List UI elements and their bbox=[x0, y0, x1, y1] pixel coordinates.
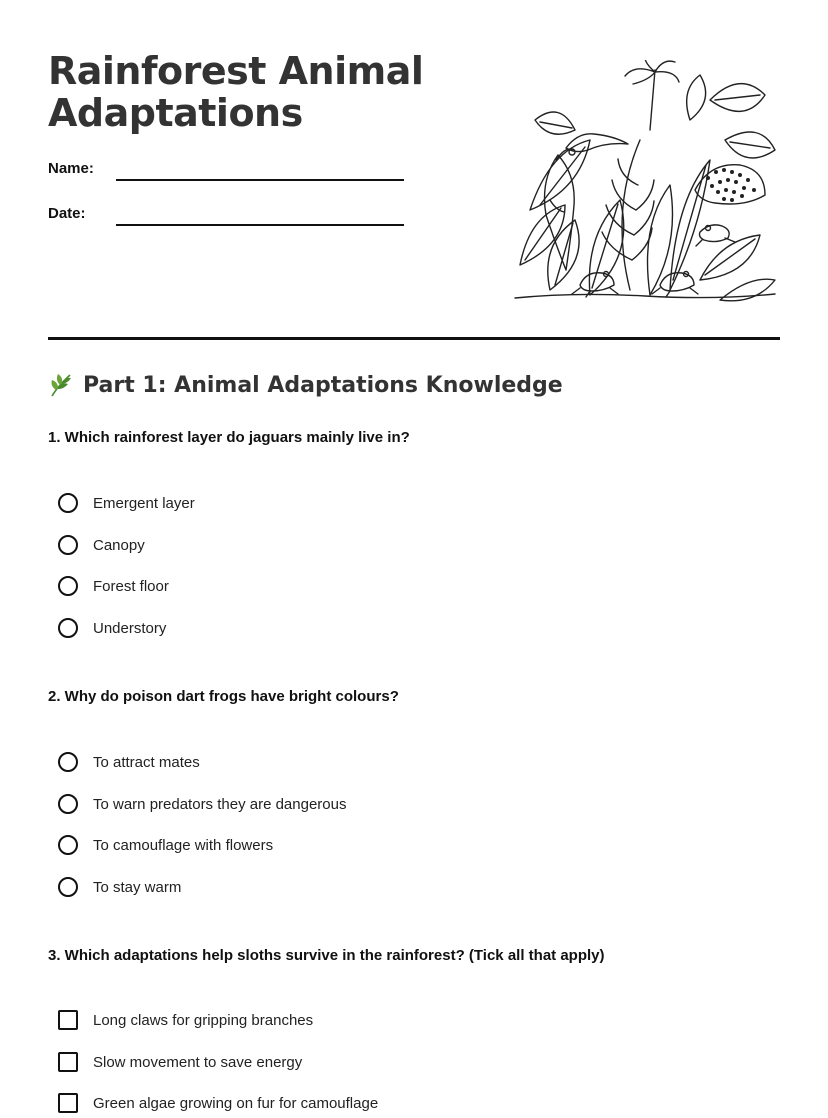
option-label: Understory bbox=[93, 619, 167, 637]
radio-button[interactable] bbox=[58, 535, 78, 555]
q1-option-1[interactable] bbox=[58, 491, 195, 515]
date-field bbox=[48, 205, 86, 222]
date-input-line[interactable] bbox=[116, 224, 404, 226]
q1-option-3[interactable] bbox=[58, 574, 169, 598]
option-label: To attract mates bbox=[93, 753, 200, 771]
checkbox[interactable] bbox=[58, 1010, 78, 1030]
radio-button[interactable] bbox=[58, 835, 78, 855]
worksheet-title: Rainforest Animal Adaptations bbox=[48, 49, 424, 135]
radio-button[interactable] bbox=[58, 794, 78, 814]
q2-option-3[interactable] bbox=[58, 833, 273, 857]
option-label: To camouflage with flowers bbox=[93, 836, 274, 854]
part1-title bbox=[48, 372, 563, 398]
q2-option-1[interactable] bbox=[58, 750, 200, 774]
option-label: Canopy bbox=[93, 536, 145, 554]
checkbox[interactable] bbox=[58, 1052, 78, 1072]
option-label: Forest floor bbox=[93, 577, 169, 595]
radio-button[interactable] bbox=[58, 576, 78, 596]
part1-title-text: Part 1: Animal Adaptations Knowledge bbox=[83, 372, 563, 398]
checkbox[interactable] bbox=[58, 1093, 78, 1113]
q3-option-3[interactable] bbox=[58, 1091, 378, 1115]
radio-button[interactable] bbox=[58, 752, 78, 772]
option-label: To stay warm bbox=[93, 878, 182, 896]
option-label: Slow movement to save energy bbox=[93, 1053, 303, 1071]
name-input-line[interactable] bbox=[116, 179, 404, 181]
option-label: Long claws for gripping branches bbox=[93, 1011, 314, 1029]
date-label: Date: bbox=[48, 205, 86, 222]
header-divider bbox=[48, 337, 780, 340]
q3-option-1[interactable] bbox=[58, 1008, 313, 1032]
name-label: Name: bbox=[48, 160, 94, 177]
question-1: 1. Which rainforest layer do jaguars mainly live in? bbox=[48, 429, 410, 446]
question-2: 2. Why do poison dart frogs have bright colours? bbox=[48, 688, 399, 705]
q1-option-4[interactable] bbox=[58, 616, 166, 640]
q3-option-2[interactable] bbox=[58, 1050, 302, 1074]
leaf-icon bbox=[48, 372, 74, 398]
name-field bbox=[48, 160, 94, 177]
option-label: To warn predators they are dangerous bbox=[93, 795, 347, 813]
q1-option-2[interactable] bbox=[58, 533, 145, 557]
question-3: 3. Which adaptations help sloths survive in the rainforest? (Tick all that apply) bbox=[48, 947, 605, 964]
radio-button[interactable] bbox=[58, 877, 78, 897]
option-label: Green algae growing on fur for camouflage bbox=[93, 1094, 379, 1112]
q2-option-4[interactable] bbox=[58, 875, 181, 899]
radio-button[interactable] bbox=[58, 493, 78, 513]
q2-option-2[interactable] bbox=[58, 792, 346, 816]
option-label: Emergent layer bbox=[93, 494, 195, 512]
radio-button[interactable] bbox=[58, 618, 78, 638]
rainforest-illustration bbox=[510, 60, 780, 305]
